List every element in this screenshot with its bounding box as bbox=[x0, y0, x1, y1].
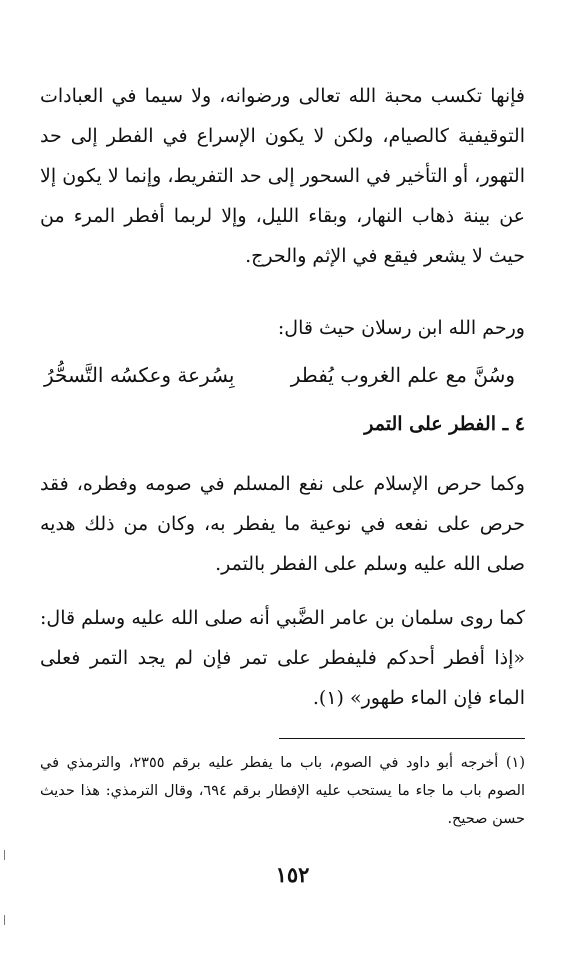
verse-intro: ورحم الله ابن رسلان حيث قال: bbox=[277, 317, 525, 339]
paragraph-islam-benefit: وكما حرص الإسلام على نفع المسلم في صومه وفطره، فقد حرص على نفعه في نوعية ما يفطر به، وكان من ذلك هديه صلى الله عليه وسلم على الفطر بالتمر. bbox=[40, 473, 525, 575]
paragraph-fasting-haste: فإنها تكسب محبة الله تعالى ورضوانه، ولا سيما في العبادات التوقيفية كالصيام، ولكن لا يكون الإسراع في الفطر إلى حد التهور، أو التأخير في السحور إلى حد التفريط، وإنما لا يكون إلا عن بينة ذهاب النهار، وبقاء الليل، وإلا لربما أفطر المرء من حيث لا يشعر فيقع في الإثم والحرج. bbox=[40, 85, 525, 267]
verse-second-hemistich: بِسُرعة وعكسُه التَّسحُّرُ bbox=[44, 363, 235, 387]
footnote-divider bbox=[279, 738, 525, 739]
page-number: ١٥٢ bbox=[275, 862, 310, 887]
page-body bbox=[40, 76, 525, 833]
paragraph-hadith: كما روى سلمان بن عامر الضَّبي أنه صلى الله عليه وسلم قال: «إذا أفطر أحدكم فليفطر على تمر فإن لم يجد التمر فعلى الماء فإن الماء طهور» (١). bbox=[40, 607, 525, 709]
verse-first-hemistich: وسُنَّ مع علم الغروب يُفطر bbox=[290, 363, 515, 387]
scan-edge-mark bbox=[4, 915, 5, 925]
footnote: (١) أخرجه أبو داود في الصوم، باب ما يفطر عليه برقم ٢٣٥٥، والترمذي في الصوم باب ما جاء ما يستحب عليه الإفطار برقم ٦٩٤، وقال الترمذي: هذا حديث حسن صحيح. bbox=[40, 755, 526, 827]
poem-verse bbox=[40, 352, 525, 398]
section-heading: ٤ ـ الفطر على التمر bbox=[364, 413, 525, 435]
scan-edge-mark bbox=[4, 850, 5, 860]
